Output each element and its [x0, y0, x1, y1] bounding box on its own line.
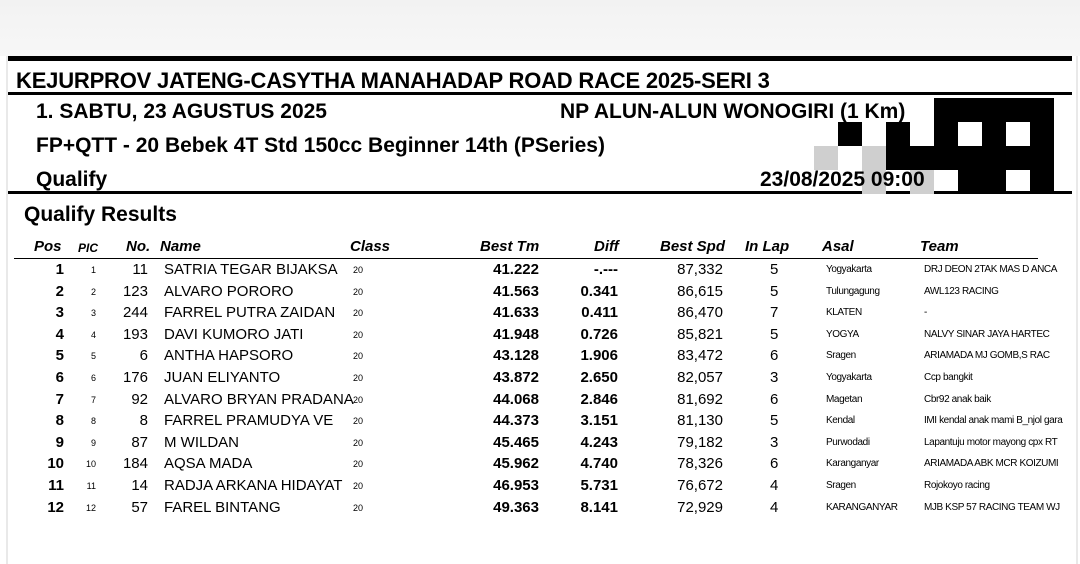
cell-best-spd: 72,929: [677, 498, 723, 516]
cell-best-spd: 86,470: [677, 304, 723, 322]
cell-pos: 6: [55, 369, 64, 386]
cell-asal: Purwodadi: [826, 436, 870, 448]
col-in-lap: In Lap: [745, 238, 790, 255]
session-name: Qualify: [36, 168, 108, 191]
cell-asal: Yogyakarta: [826, 264, 872, 275]
cell-team: NALVY SINAR JAYA HARTEC: [924, 328, 1050, 340]
cell-diff: 2.650: [580, 369, 618, 386]
cell-asal: Kendal: [826, 415, 855, 427]
checker-square: [1030, 170, 1054, 194]
cell-pos: 11: [48, 477, 64, 494]
cell-team: IMI kendal anak mami B_njol gara: [924, 415, 1063, 427]
venue: NP ALUN-ALUN WONOGIRI (1 Km): [560, 100, 906, 123]
cell-no: 8: [139, 412, 148, 430]
cell-no: 14: [131, 477, 148, 494]
checker-square: [838, 122, 862, 146]
table-row: [0, 281, 1080, 303]
cell-diff: 3.151: [580, 412, 618, 430]
table-row: [0, 367, 1080, 389]
col-best-spd: Best Spd: [660, 238, 726, 255]
cell-team: DRJ DEON 2TAK MAS D ANCA: [924, 264, 1058, 275]
checker-square: [982, 146, 1006, 170]
cell-name: DAVI KUMORO JATI: [164, 325, 304, 343]
cell-pic: 4: [90, 329, 96, 340]
checker-square: [1030, 122, 1054, 146]
checker-square: [886, 122, 910, 146]
table-row: [0, 345, 1080, 367]
cell-pic: 5: [90, 351, 96, 362]
cell-pos: 5: [55, 347, 64, 365]
col-diff: Diff: [594, 238, 619, 255]
cell-pic: 6: [90, 373, 96, 383]
cell-asal: Yogyakarta: [826, 372, 872, 383]
cell-team: -: [924, 307, 927, 319]
checker-square: [1030, 146, 1054, 170]
cell-in-lap: 4: [770, 498, 779, 516]
cell-name: FARREL PUTRA ZAIDAN: [164, 304, 336, 322]
class-name: FP+QTT - 20 Bebek 4T Std 150cc Beginner 14th (PSeries): [36, 134, 605, 157]
cell-team: ARIAMADA ABK MCR KOIZUMI: [924, 458, 1059, 470]
table-row: [0, 389, 1080, 411]
cell-pos: 4: [55, 325, 64, 343]
cell-best-spd: 83,472: [677, 347, 723, 365]
championship-title: KEJURPROV JATENG-CASYTHA MANAHADAP ROAD RACE 2025-SERI 3: [16, 68, 770, 93]
cell-best-spd: 87,332: [677, 261, 723, 278]
cell-no: 57: [131, 498, 148, 516]
page-top-margin: [0, 0, 1080, 56]
col-no: No.: [126, 238, 151, 255]
checker-square: [934, 122, 958, 146]
cell-in-lap: 4: [770, 477, 779, 494]
cell-pos: 7: [55, 390, 64, 408]
cell-best-tm: 44.373: [493, 412, 539, 430]
cell-pic: 1: [90, 265, 96, 275]
cell-diff: 0.341: [580, 282, 618, 300]
cell-diff: 0.411: [581, 304, 618, 322]
cell-pic: 10: [85, 459, 96, 470]
cell-in-lap: 5: [770, 325, 779, 343]
cell-team: Ccp bangkit: [924, 372, 973, 383]
col-name: Name: [160, 238, 201, 255]
cell-class: 20: [353, 373, 364, 383]
cell-name: AQSA MADA: [164, 455, 253, 473]
table-row: [0, 324, 1080, 346]
cell-class: 20: [353, 502, 364, 513]
cell-asal: Sragen: [826, 350, 856, 362]
cell-pos: 10: [47, 455, 64, 473]
table-row: [0, 302, 1080, 324]
cell-class: 20: [353, 351, 364, 362]
cell-pos: 3: [55, 304, 64, 322]
cell-no: 11: [132, 261, 148, 278]
session-datetime: 23/08/2025 09:00: [760, 168, 925, 191]
cell-asal: Sragen: [826, 480, 856, 491]
cell-no: 193: [122, 325, 148, 343]
cell-pic: 2: [90, 286, 96, 297]
cell-class: 20: [353, 437, 364, 448]
cell-best-spd: 85,821: [677, 325, 723, 343]
cell-pos: 1: [55, 261, 64, 278]
cell-best-spd: 86,615: [677, 282, 723, 300]
cell-in-lap: 6: [770, 347, 779, 365]
cell-in-lap: 6: [770, 390, 779, 408]
cell-diff: 1.906: [580, 347, 618, 365]
col-team: Team: [920, 238, 959, 255]
col-class: Class: [350, 238, 391, 255]
cell-in-lap: 6: [770, 455, 779, 473]
cell-pos: 9: [55, 433, 64, 451]
cell-best-spd: 81,130: [677, 412, 723, 430]
cell-pic: 9: [90, 437, 96, 448]
cell-best-spd: 79,182: [677, 433, 723, 451]
cell-best-tm: 41.222: [493, 261, 539, 278]
cell-class: 20: [353, 286, 364, 297]
cell-team: AWL123 RACING: [924, 285, 999, 297]
title-band: [8, 66, 1072, 95]
cell-pic: 12: [85, 502, 96, 513]
cell-pic: 3: [90, 308, 96, 319]
cell-best-spd: 82,057: [677, 369, 723, 386]
cell-pos: 2: [55, 282, 64, 300]
cell-no: 92: [131, 390, 148, 408]
checker-square: [982, 170, 1006, 194]
cell-class: 20: [353, 416, 364, 427]
table-row: [0, 453, 1080, 475]
cell-pos: 12: [47, 498, 64, 516]
col-pos: Pos: [34, 238, 62, 255]
cell-class: 20: [353, 265, 364, 275]
checker-square: [982, 122, 1006, 146]
cell-class: 20: [353, 308, 364, 319]
col-asal: Asal: [822, 238, 854, 255]
cell-diff: -.---: [593, 261, 618, 278]
cell-class: 20: [353, 394, 364, 405]
cell-name: JUAN ELIYANTO: [164, 369, 281, 386]
checker-square: [814, 146, 838, 170]
cell-name: FARREL PRAMUDYA VE: [164, 412, 334, 430]
cell-asal: Tulungagung: [826, 285, 880, 297]
cell-in-lap: 5: [770, 282, 779, 300]
table-row: [0, 497, 1080, 519]
cell-in-lap: 5: [770, 261, 779, 278]
checker-square: [934, 98, 958, 122]
cell-best-tm: 46.953: [493, 477, 539, 494]
cell-name: ALVARO PORORO: [164, 282, 294, 300]
cell-name: SATRIA TEGAR BIJAKSA: [164, 261, 338, 278]
cell-no: 123: [122, 282, 148, 300]
checker-square: [1030, 98, 1054, 122]
cell-asal: KARANGANYAR: [826, 501, 898, 513]
col-best-tm: Best Tm: [480, 238, 540, 255]
cell-best-tm: 41.948: [493, 325, 539, 343]
checker-square: [982, 98, 1006, 122]
checker-square: [958, 98, 982, 122]
checker-square: [958, 146, 982, 170]
checker-square: [862, 146, 886, 170]
cell-asal: Karanganyar: [826, 458, 879, 470]
cell-team: ARIAMADA MJ GOMB,S RAC: [924, 350, 1050, 362]
checker-square: [1006, 146, 1030, 170]
cell-pos: 8: [55, 412, 64, 430]
checker-square: [1006, 98, 1030, 122]
cell-best-spd: 76,672: [677, 477, 723, 494]
cell-team: MJB KSP 57 RACING TEAM WJ: [924, 501, 1060, 513]
cell-team: Cbr92 anak baik: [924, 393, 991, 405]
section-title: Qualify Results: [24, 203, 177, 226]
cell-in-lap: 5: [770, 412, 779, 430]
cell-class: 20: [353, 459, 364, 470]
cell-class: 20: [353, 481, 364, 491]
cell-best-tm: 43.128: [493, 347, 539, 365]
cell-no: 176: [122, 369, 148, 386]
cell-diff: 5.731: [580, 477, 618, 494]
cell-diff: 4.243: [580, 433, 618, 451]
cell-diff: 2.846: [580, 390, 618, 408]
col-pic: PIC: [78, 241, 99, 255]
cell-diff: 0.726: [580, 325, 618, 343]
cell-best-tm: 45.465: [493, 433, 539, 451]
table-row: [0, 410, 1080, 432]
cell-asal: Magetan: [826, 393, 863, 405]
checker-square: [886, 146, 910, 170]
cell-no: 244: [122, 304, 148, 322]
cell-in-lap: 3: [770, 433, 779, 451]
table-row: [0, 432, 1080, 454]
cell-best-tm: 43.872: [493, 369, 539, 386]
cell-best-spd: 78,326: [677, 455, 723, 473]
cell-pic: 11: [86, 481, 96, 491]
cell-in-lap: 7: [770, 304, 779, 322]
table-row: [0, 475, 1080, 497]
cell-name: FAREL BINTANG: [164, 498, 281, 516]
cell-no: 184: [122, 455, 148, 473]
cell-pic: 8: [90, 416, 96, 427]
cell-name: ALVARO BRYAN PRADANA: [164, 390, 354, 408]
cell-best-tm: 41.633: [493, 304, 539, 322]
cell-asal: YOGYA: [826, 328, 859, 340]
checker-square: [910, 146, 934, 170]
table-row: [0, 259, 1080, 281]
cell-best-tm: 49.363: [493, 498, 539, 516]
cell-class: 20: [353, 329, 364, 340]
cell-asal: KLATEN: [826, 307, 862, 319]
cell-team: Lapantuju motor mayong cpx RT: [924, 436, 1058, 448]
cell-team: Rojokoyo racing: [924, 480, 990, 491]
cell-diff: 4.740: [580, 455, 618, 473]
cell-name: M WILDAN: [164, 433, 239, 451]
cell-best-tm: 44.068: [493, 390, 539, 408]
cell-name: RADJA ARKANA HIDAYAT: [164, 477, 343, 494]
cell-pic: 7: [90, 394, 96, 405]
cell-diff: 8.141: [580, 498, 618, 516]
event-day: 1. SABTU, 23 AGUSTUS 2025: [36, 100, 327, 123]
cell-best-tm: 45.962: [493, 455, 539, 473]
cell-name: ANTHA HAPSORO: [164, 347, 294, 365]
cell-no: 87: [131, 433, 148, 451]
cell-best-spd: 81,692: [677, 390, 723, 408]
checker-square: [934, 146, 958, 170]
cell-no: 6: [139, 347, 148, 365]
cell-best-tm: 41.563: [493, 282, 539, 300]
checker-square: [958, 170, 982, 194]
cell-in-lap: 3: [770, 369, 779, 386]
